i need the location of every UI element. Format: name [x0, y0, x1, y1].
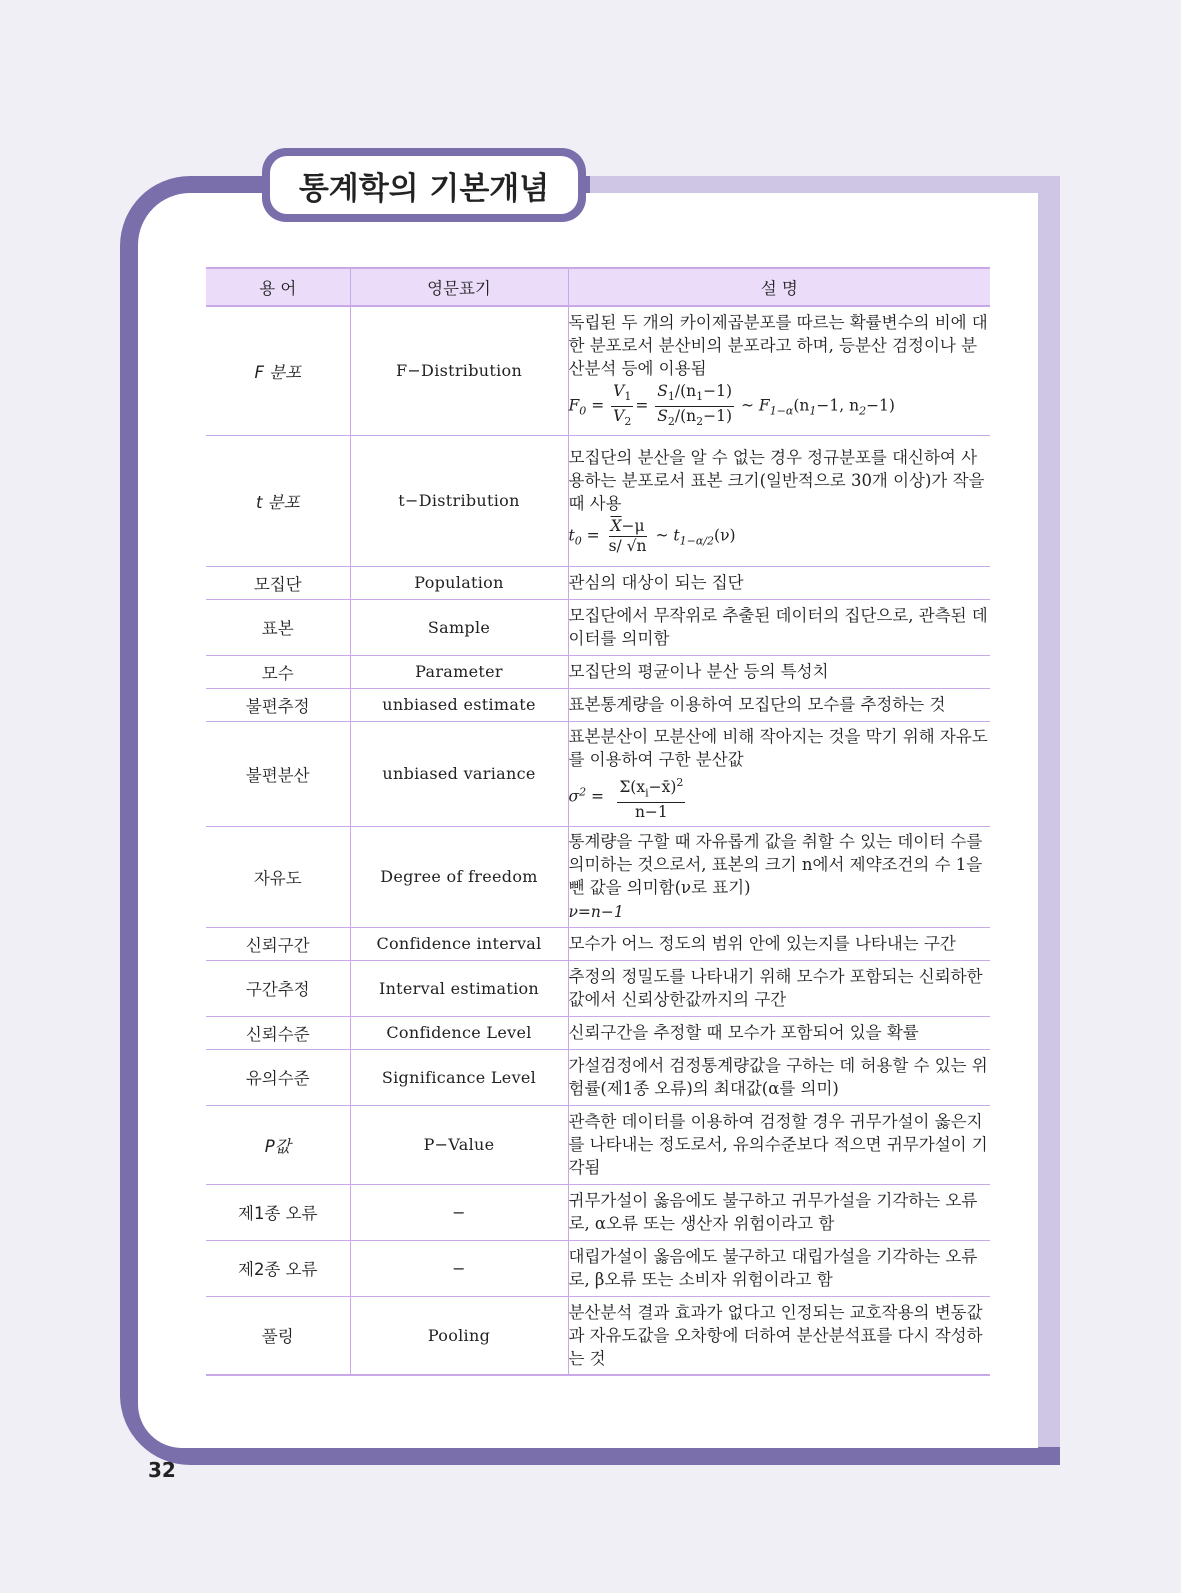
glossary-table [206, 267, 990, 1376]
table-header-row [206, 268, 990, 306]
table-row [206, 566, 990, 599]
table-row [206, 599, 990, 655]
fraction: $\frac{V_1}{V_2}$ [613, 381, 632, 428]
english-cell: Population [350, 566, 568, 599]
term-cell: 불편추정 [206, 688, 350, 721]
description-cell: 관심의 대상이 되는 집단 [568, 566, 990, 599]
term-cell: 자유도 [206, 826, 350, 927]
term-cell: 제2종 오류 [206, 1240, 350, 1296]
description-cell [568, 826, 990, 927]
table-row [206, 1184, 990, 1240]
english-cell: unbiased variance [350, 721, 568, 826]
description-cell [568, 435, 990, 566]
term-cell: 신뢰수준 [206, 1016, 350, 1049]
description-cell: 신뢰구간을 추정할 때 모수가 포함되어 있을 확률 [568, 1016, 990, 1049]
table-row [206, 1240, 990, 1296]
description-text: 표본분산이 모분산에 비해 작아지는 것을 막기 위해 자유도를 이용하여 구한 분산값 [568, 726, 988, 769]
description-cell: 표본통계량을 이용하여 모집단의 모수를 추정하는 것 [568, 688, 990, 721]
description-cell [568, 306, 990, 435]
description-cell: 모집단의 평균이나 분산 등의 특성치 [568, 655, 990, 688]
term-cell: P값 [206, 1105, 350, 1184]
term-cell: 신뢰구간 [206, 927, 350, 960]
english-cell: Interval estimation [350, 960, 568, 1016]
header-term: 용 어 [206, 268, 350, 306]
page-number: 32 [148, 1458, 176, 1482]
table-row [206, 435, 990, 566]
table-row [206, 1049, 990, 1105]
header-english: 영문표기 [350, 268, 568, 306]
table-row [206, 927, 990, 960]
english-cell: t−Distribution [350, 435, 568, 566]
page-frame-bottom [190, 1447, 1060, 1465]
term-cell: t 분포 [206, 435, 350, 566]
table-row [206, 1016, 990, 1049]
term-cell: 구간추정 [206, 960, 350, 1016]
title-tab [262, 148, 586, 222]
table-row [206, 1296, 990, 1375]
term-cell: 모수 [206, 655, 350, 688]
term-cell: 불편분산 [206, 721, 350, 826]
fraction: $\frac{S_1/(n_1-1)}{S_2/(n_2-1)}$ [657, 381, 733, 428]
header-description: 설 명 [568, 268, 990, 306]
term-cell: 유의수준 [206, 1049, 350, 1105]
description-cell: 가설검정에서 검정통계량값을 구하는 데 허용할 수 있는 위험률(제1종 오류)의 최대값(α를 의미) [568, 1049, 990, 1105]
fraction: $\frac{\overline{X}-\mu}{s/ √n}$ [608, 516, 647, 555]
english-cell: F−Distribution [350, 306, 568, 435]
english-cell: Sample [350, 599, 568, 655]
description-cell: 귀무가설이 옳음에도 불구하고 귀무가설을 기각하는 오류로, α오류 또는 생산자 위험이라고 함 [568, 1184, 990, 1240]
description-cell [568, 721, 990, 826]
english-cell: Parameter [350, 655, 568, 688]
description-text: 모집단의 분산을 알 수 없는 경우 정규분포를 대신하여 사용하는 분포로서 표본 크기(일반적으로 30개 이상)가 작을 때 사용 [568, 447, 985, 513]
english-cell: Significance Level [350, 1049, 568, 1105]
term-cell: 모집단 [206, 566, 350, 599]
description-cell: 모수가 어느 정도의 범위 안에 있는지를 나타내는 구간 [568, 927, 990, 960]
english-cell: unbiased estimate [350, 688, 568, 721]
table-row [206, 721, 990, 826]
english-cell: Confidence Level [350, 1016, 568, 1049]
f-distribution-formula: $F_0$ = $\frac{V_1}{V_2}$ = $\frac{S_1/(n_1-1)}{S_2/(n_2-1)}$ ~ $F_{1-\alpha}(n_1-1$, $n_2-1$) [569, 382, 991, 431]
description-cell: 추정의 정밀도를 나타내기 위해 모수가 포함되는 신뢰하한값에서 신뢰상한값까지의 구간 [568, 960, 990, 1016]
description-cell: 대립가설이 옳음에도 불구하고 대립가설을 기각하는 오류로, β오류 또는 소비자 위험이라고 함 [568, 1240, 990, 1296]
table-row [206, 306, 990, 435]
english-cell: Degree of freedom [350, 826, 568, 927]
term-cell: 표본 [206, 599, 350, 655]
english-cell: Pooling [350, 1296, 568, 1375]
t-distribution-formula: $t_0$ = $\frac{\overline{X}-\mu}{s/ √n}$ ~ $t_{1-\alpha/2}(\nu)$ [568, 516, 736, 555]
degree-of-freedom-formula: ν=n−1 [568, 902, 624, 921]
english-cell: − [350, 1184, 568, 1240]
english-cell: P−Value [350, 1105, 568, 1184]
fraction: $\frac{\Sigma(x_i-x̄)^2}{n-1}$ [611, 773, 692, 822]
table-row [206, 655, 990, 688]
english-cell: Confidence interval [350, 927, 568, 960]
description-text: 통계량을 구할 때 자유롭게 값을 취할 수 있는 데이터 수를 의미하는 것으로서, 표본의 크기 n에서 제약조건의 수 1을 뺀 값을 의미함(ν로 표기) [568, 831, 983, 897]
description-text: 독립된 두 개의 카이제곱분포를 따르는 확률변수의 비에 대한 분포로서 분산비의 분포라고 하며, 등분산 검정이나 분산분석 등에 이용됨 [568, 312, 988, 378]
table-row [206, 960, 990, 1016]
unbiased-variance-formula: $\sigma^2$ = $\frac{\Sigma(x_i-x̄)^2}{n-1}$ [569, 773, 991, 822]
description-cell: 모집단에서 무작위로 추출된 데이터의 집단으로, 관측된 데이터를 의미함 [568, 599, 990, 655]
page-title: 통계학의 기본개념 [270, 156, 578, 214]
description-cell: 분산분석 결과 효과가 없다고 인정되는 교호작용의 변동값과 자유도값을 오차항에 더하여 분산분석표를 다시 작성하는 것 [568, 1296, 990, 1375]
description-cell: 관측한 데이터를 이용하여 검정할 경우 귀무가설이 옳은지를 나타내는 정도로서, 유의수준보다 적으면 귀무가설이 기각됨 [568, 1105, 990, 1184]
table-row [206, 826, 990, 927]
table-row [206, 688, 990, 721]
term-cell: 풀링 [206, 1296, 350, 1375]
table-row [206, 1105, 990, 1184]
term-cell: 제1종 오류 [206, 1184, 350, 1240]
term-cell: F 분포 [206, 306, 350, 435]
english-cell: − [350, 1240, 568, 1296]
